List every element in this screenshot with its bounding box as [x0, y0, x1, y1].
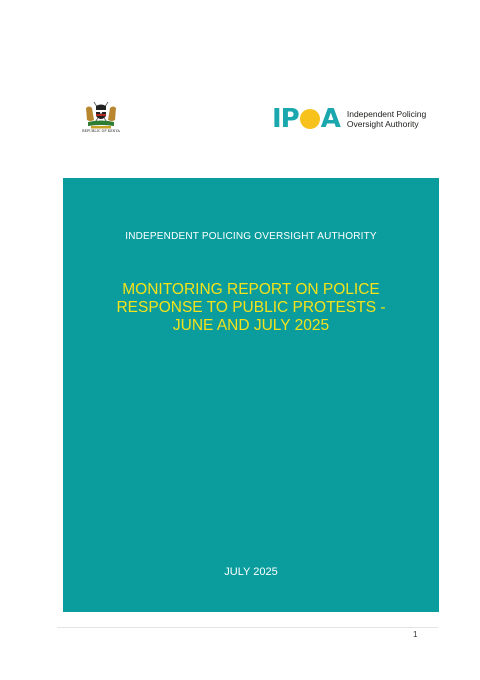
- cover-block: [63, 178, 439, 612]
- report-title-line: MONITORING REPORT ON POLICE: [122, 281, 380, 298]
- ipoa-logo: [272, 106, 426, 132]
- kenya-coat-of-arms-icon: [84, 100, 118, 134]
- coat-of-arms-caption: REPUBLIC OF KENYA: [82, 129, 120, 133]
- logo-text-line2: Oversight Authority: [346, 119, 419, 129]
- report-title: [83, 281, 419, 335]
- report-title-line: RESPONSE TO PUBLIC PROTESTS -: [116, 299, 386, 316]
- logo-text-line1: Independent Policing: [346, 109, 427, 119]
- logo-mark-left: IP: [272, 104, 299, 134]
- page-number: 1: [413, 630, 418, 639]
- footer-divider: [57, 627, 438, 628]
- ipoa-logo-text: [347, 109, 426, 129]
- report-title-line: JUNE AND JULY 2025: [172, 317, 330, 334]
- report-date: JULY 2025: [224, 566, 278, 578]
- authority-name: INDEPENDENT POLICING OVERSIGHT AUTHORITY: [125, 231, 377, 242]
- logo-mark-right: A: [320, 104, 340, 134]
- logo-circle-icon: [300, 109, 320, 129]
- ipoa-logo-mark: [272, 106, 340, 132]
